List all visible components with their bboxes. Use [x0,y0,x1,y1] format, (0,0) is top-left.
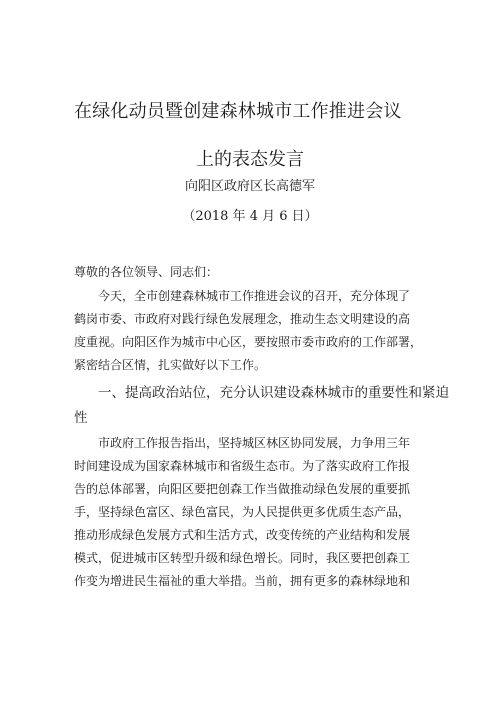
paragraph-1-line: 紧密结合区情，扎实做好以下工作。 [74,358,267,372]
paragraph-2-line: 作变为增进民生福祉的重大举措。当前，拥有更多的森林绿地和 [74,574,411,588]
title-line-1: 在绿化动员暨创建森林城市工作推进会议 [74,101,402,122]
paragraph-2-line: 告的总体部署，向阳区要把创森工作当做推动绿色发展的重要抓 [74,482,411,496]
paragraph-1-line: 鹤岗市委、市政府对践行绿色发展理念，推动生态文明建设的高 [74,312,411,326]
author-line: 向阳区政府区长高德军 [184,179,315,194]
section-heading-1 [74,381,449,431]
paragraph-2-line: 时间建设成为国家森林城市和省级生态市。为了落实政府工作报 [74,459,411,473]
paragraph-1-line: 度重视。向阳区作为城市中心区，要按照市委市政府的工作部署， [74,335,423,349]
paragraph-2 [74,432,434,593]
salutation: 尊敬的各位领导、同志们： [74,265,219,279]
date-line: （2018 年 4 月 6 日） [182,209,318,224]
title-line-2: 上的表态发言 [196,149,304,170]
paragraph-2-line: 手，坚持绿色富区、绿色富民，为人民提供更多优质生态产品， [74,505,411,519]
paragraph-2-line: 推动形成绿色发展方式和生活方式，改变传统的产业结构和发展 [74,528,411,542]
paragraph-1-line: 今天，全市创建森林城市工作推进会议的召开，充分体现了 [98,289,411,303]
section-heading-1-line: 一、提高政治站位，充分认识建设森林城市的重要性和紧迫 [98,385,449,401]
section-heading-1-line: 性 [74,410,88,426]
paragraph-1 [74,285,434,377]
paragraph-2-line: 市政府工作报告指出，坚持城区林区协同发展，力争用三年 [98,436,411,450]
paragraph-2-line: 模式，促进城市区转型升级和绿色增长。同时，我区要把创森工 [74,551,411,565]
